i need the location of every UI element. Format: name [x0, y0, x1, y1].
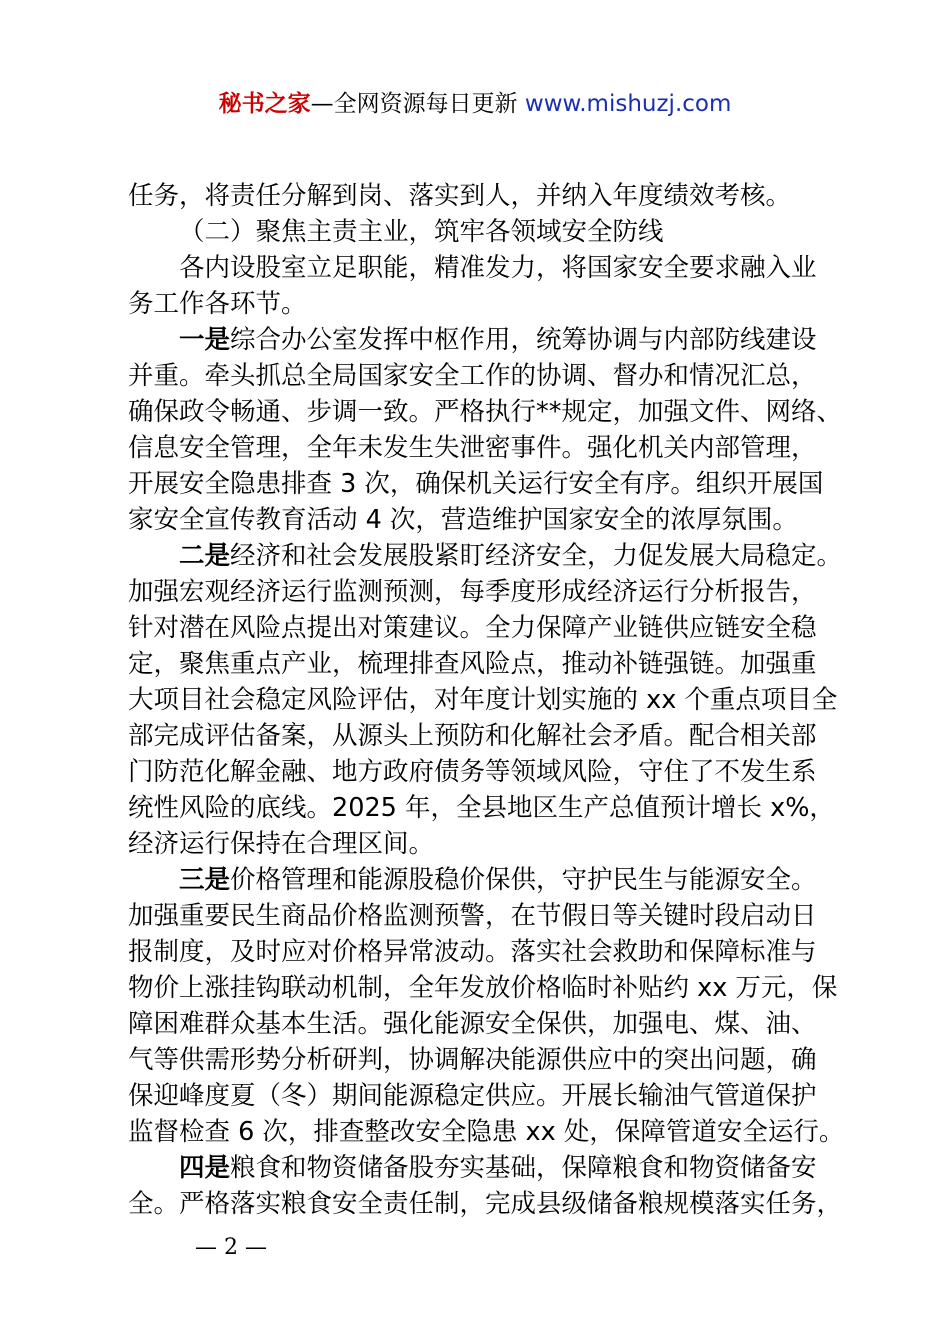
text-line: 门防范化解金融、地方政府债务等领域风险，守住了不发生系: [128, 757, 817, 787]
text-line: 保迎峰度夏（冬）期间能源稳定供应。开展长输油气管道保护: [128, 1081, 817, 1111]
text-line: 任务，将责任分解到岗、落实到人，并纳入年度绩效考核。: [128, 181, 792, 211]
text-line: 大项目社会稳定风险评估，对年度计划实施的 xx 个重点项目全: [128, 685, 838, 715]
text-line: 障困难群众基本生活。强化能源安全保供，加强电、煤、油、: [128, 1009, 817, 1039]
brand-name: 秘书之家: [218, 91, 311, 117]
section-heading: （二）聚焦主责主业，筑牢各领域安全防线: [179, 217, 664, 247]
point-text: 粮食和物资储备股夯实基础，保障粮食和物资储备安: [230, 1153, 817, 1183]
text-line: 部完成评估备案，从源头上预防和化解社会矛盾。配合相关部: [128, 721, 817, 751]
text-line: 监督检查 6 次，排查整改安全隐患 xx 处，保障管道安全运行。: [128, 1117, 845, 1147]
paragraph-start: [128, 862, 848, 898]
document-body: [128, 178, 848, 1222]
text-line: 针对潜在风险点提出对策建议。全力保障产业链供应链安全稳: [128, 613, 817, 643]
paragraph-start: [128, 538, 848, 574]
text-line: 加强重要民生商品价格监测预警，在节假日等关键时段启动日: [128, 901, 817, 931]
text-line: 加强宏观经济运行监测预测，每季度形成经济运行分析报告，: [128, 577, 817, 607]
text-line: 经济运行保持在合理区间。: [128, 829, 435, 859]
text-line: 报制度，及时应对价格异常波动。落实社会救助和保障标准与: [128, 937, 817, 967]
site-header: [0, 86, 950, 122]
text-line: 务工作各环节。: [128, 289, 307, 319]
text-line: 信息安全管理，全年未发生失泄密事件。强化机关内部管理，: [128, 433, 817, 463]
paragraph-start: [128, 1150, 848, 1186]
text-line: 统性风险的底线。2025 年，全县地区生产总值预计增长 x%，: [128, 793, 835, 823]
text-line: 全。严格落实粮食安全责任制，完成县级储备粮规模落实任务，: [128, 1189, 843, 1219]
point-text: 综合办公室发挥中枢作用，统筹协调与内部防线建设: [230, 325, 817, 355]
point-lead-1: 一是: [179, 325, 231, 355]
text-line: 物价上涨挂钩联动机制，全年发放价格临时补贴约 xx 万元，保: [128, 973, 838, 1003]
header-tagline: —全网资源每日更新: [310, 91, 518, 117]
text-line: 开展安全隐患排查 3 次，确保机关运行安全有序。组织开展国: [128, 469, 824, 499]
text-line: 气等供需形势分析研判，协调解决能源供应中的突出问题，确: [128, 1045, 817, 1075]
point-text: 价格管理和能源股稳价保供，守护民生与能源安全。: [230, 865, 817, 895]
point-text: 经济和社会发展股紧盯经济安全，力促发展大局稳定。: [230, 541, 843, 571]
point-lead-3: 三是: [179, 865, 231, 895]
site-url-link[interactable]: www.mishuzj.com: [524, 91, 732, 117]
text-line: 各内设股室立足职能，精准发力，将国家安全要求融入业: [179, 253, 817, 283]
text-line: 并重。牵头抓总全局国家安全工作的协调、督办和情况汇总，: [128, 361, 817, 391]
paragraph-start: [128, 322, 848, 358]
point-lead-4: 四是: [179, 1153, 231, 1183]
page-number: — 2 —: [195, 1235, 267, 1260]
text-line: 确保政令畅通、步调一致。严格执行**规定，加强文件、网络、: [128, 397, 843, 427]
text-line: 家安全宣传教育活动 4 次，营造维护国家安全的浓厚氛围。: [128, 505, 798, 535]
point-lead-2: 二是: [179, 541, 231, 571]
text-line: 定，聚焦重点产业，梳理排查风险点，推动补链强链。加强重: [128, 649, 817, 679]
